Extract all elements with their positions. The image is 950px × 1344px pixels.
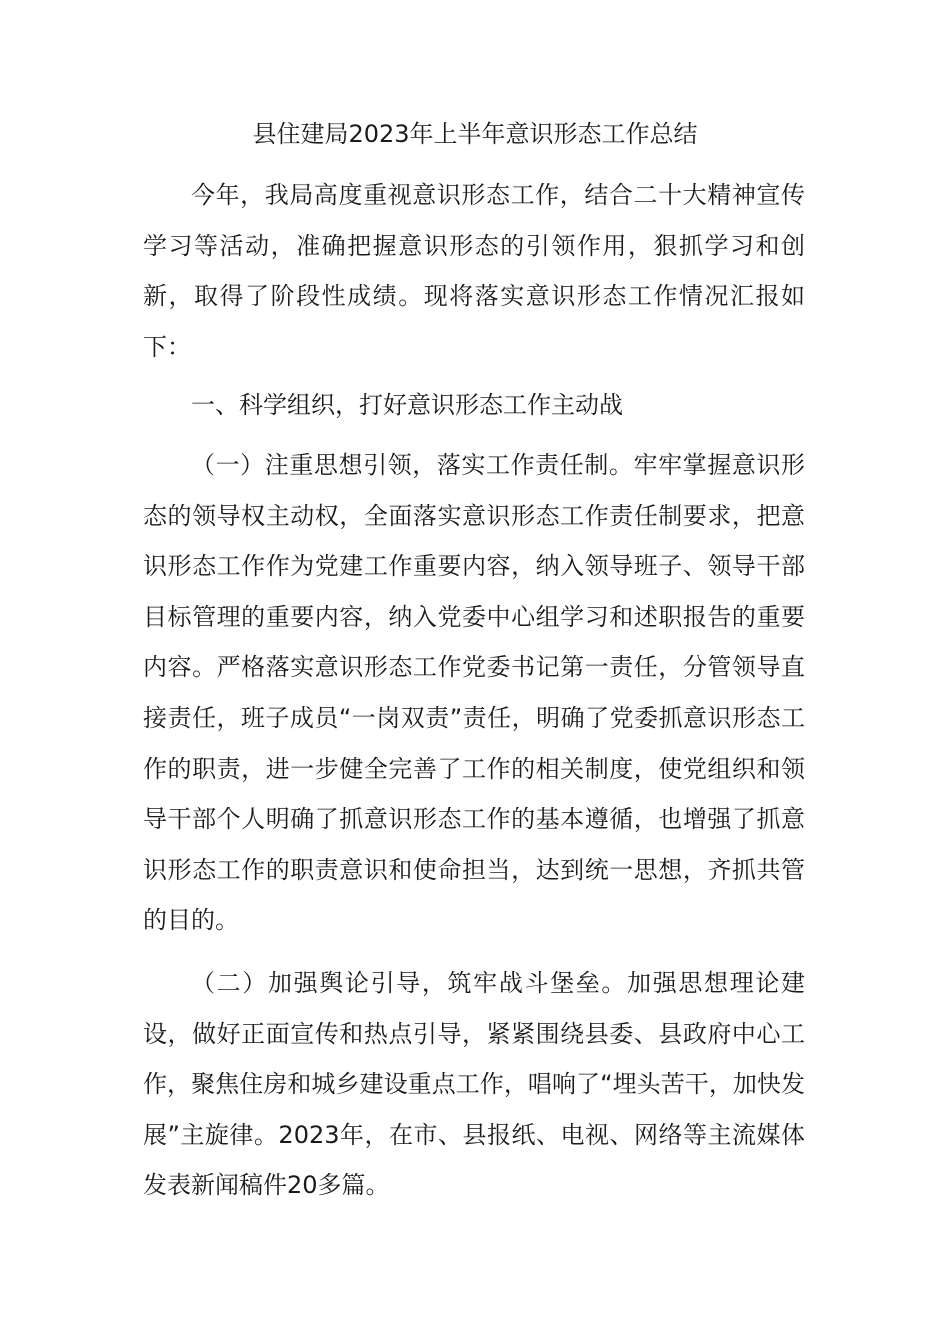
intro-paragraph: 今年，我局高度重视意识形态工作，结合二十大精神宣传学习等活动，准确把握意识形态的引领作用，狠抓学习和创新，取得了阶段性成绩。现将落实意识形态工作情况汇报如下：	[143, 181, 805, 361]
subsection-paragraph-2: （二）加强舆论引导，筑牢战斗堡垒。加强思想理论建设，做好正面宣传和热点引导，紧紧围绕县委、县政府中心工作，聚焦住房和城乡建设重点工作，唱响了“埋头苦干，加快发展”主旋律。2023年，在市、县报纸、电视、网络等主流媒体发表新闻稿件20多篇。	[143, 969, 805, 1200]
subsection-paragraph-1: （一）注重思想引领，落实工作责任制。牢牢掌握意识形态的领导权主动权，全面落实意识形态工作责任制要求，把意识形态工作作为党建工作重要内容，纳入领导班子、领导干部目标管理的重要内容，纳入党委中心组学习和述职报告的重要内容。严格落实意识形态工作党委书记第一责任，分管领导直接责任，班子成员“一岗双责”责任，明确了党委抓意识形态工作的职责，进一步健全完善了工作的相关制度，使党组织和领导干部个人明确了抓意识形态工作的基本遵循，也增强了抓意识形态工作的职责意识和使命担当，达到统一思想，齐抓共管的目的。	[143, 451, 805, 935]
section-heading-1: 一、科学组织，打好意识形态工作主动战	[191, 391, 623, 419]
document-title: 县住建局2023年上半年意识形态工作总结	[252, 120, 698, 148]
